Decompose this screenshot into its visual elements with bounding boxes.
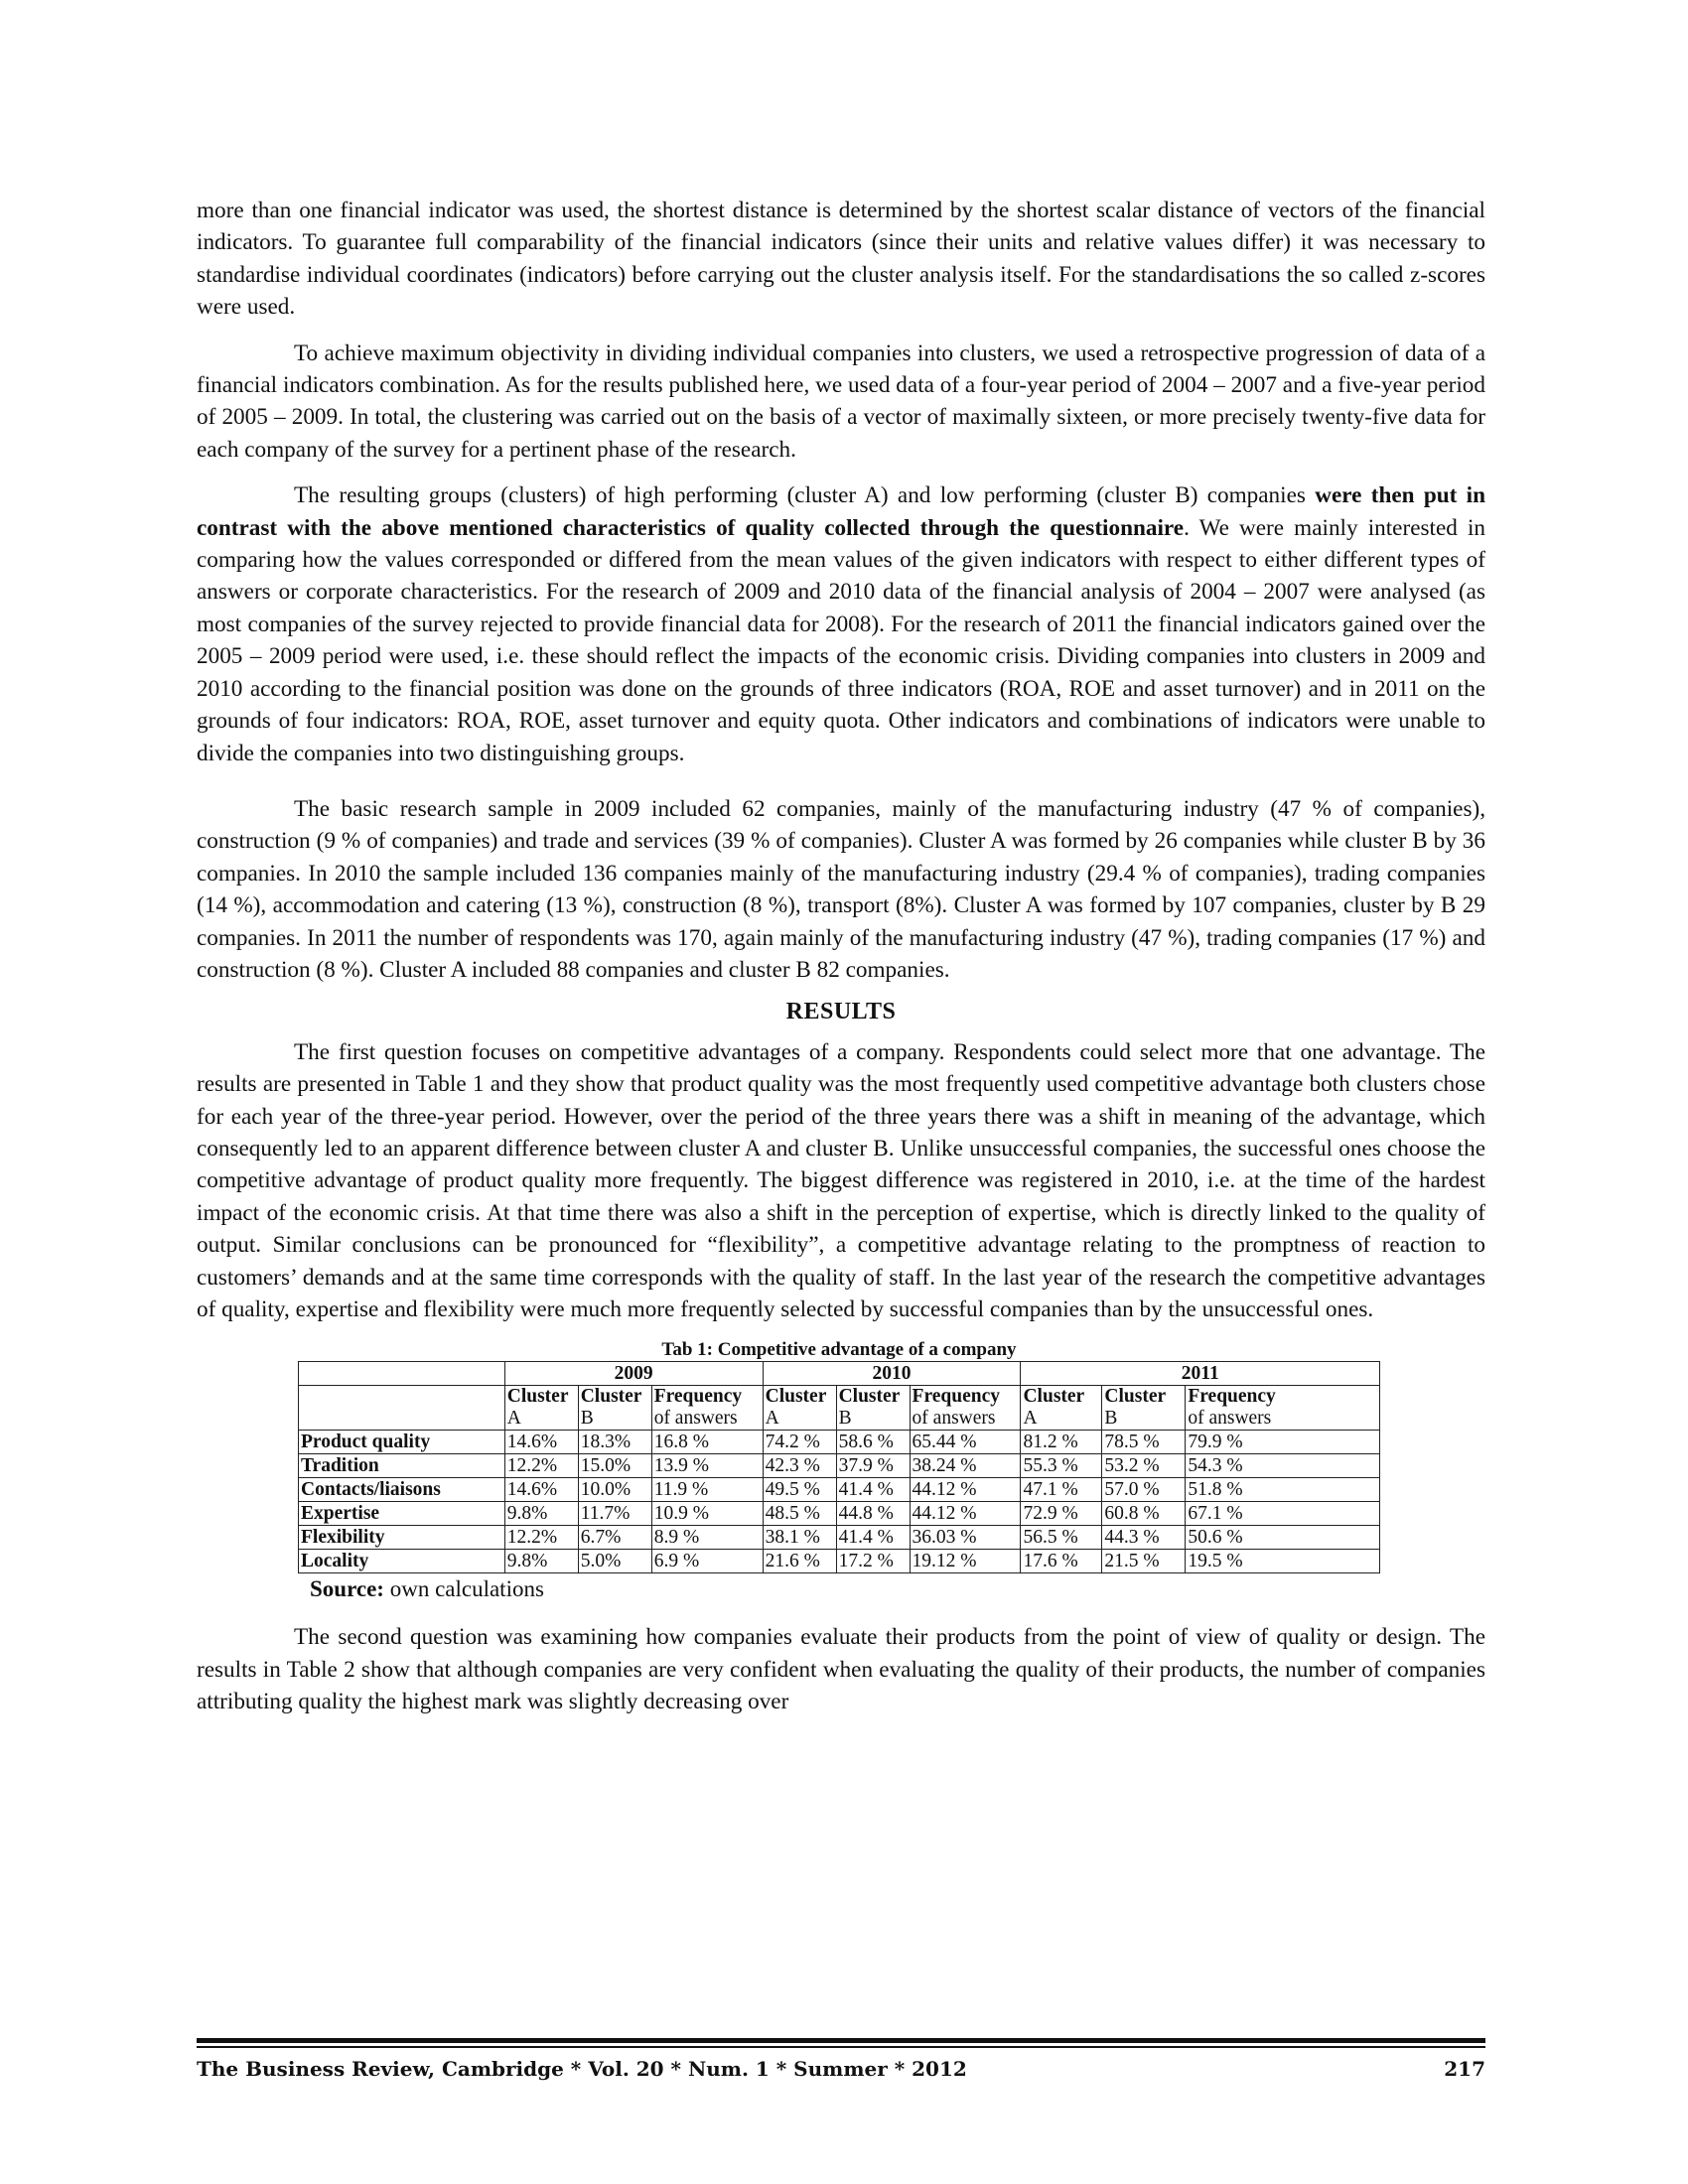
table-cell: 37.9 % [836,1454,910,1478]
table-cell: 41.4 % [836,1526,910,1550]
table-cell: 38.24 % [910,1454,1021,1478]
source-label: Source: [310,1576,384,1602]
table-cell: 17.2 % [836,1550,910,1573]
table-cell: 36.03 % [910,1526,1021,1550]
column-header: Frequency of answers [910,1386,1021,1431]
paragraph-4: The basic research sample in 2009 included 62 companies, mainly of the manufacturing industry (47 % of companies), construction (9 % of companies) and trade and services (39 % of companies). Cluster A was formed by 26 companies while cluster B by 36 companies. In 2010 the sample included 136 companies mainly of the manufacturing industry (29.4 % of companies), trading companies (14 %), accommodation and catering (13 %), construction (8 %), transport (8%). Cluster A was formed by 107 companies, cluster by B 29 companies. In 2011 the number of respondents was 170, again mainly of the manufacturing industry (47 %), trading companies (17 %) and construction (8 %). Cluster A included 88 companies and cluster B 82 companies. [197,795,1485,983]
footer-rule-thin [197,2046,1485,2048]
table-cell: 56.5 % [1021,1526,1102,1550]
table-cell: 19.12 % [910,1550,1021,1573]
table-cell: 21.5 % [1102,1550,1186,1573]
table-cell: 44.12 % [910,1478,1021,1502]
table-cell: 81.2 % [1021,1431,1102,1454]
table-cell: 9.8% [504,1550,578,1573]
table-cell: 58.6 % [836,1431,910,1454]
corner-cell [299,1362,505,1386]
table-caption: Tab 1: Competitive advantage of a company [661,1339,1017,1361]
table-cell: 18.3% [578,1431,651,1454]
row-label: Flexibility [299,1526,505,1550]
table-cell: 14.6% [504,1431,578,1454]
table-1 [298,1339,1380,1603]
table-cell: 65.44 % [910,1431,1021,1454]
table-cell: 11.7% [578,1502,651,1526]
table-cell: 16.8 % [651,1431,763,1454]
column-header: Cluster B [578,1386,651,1431]
year-header-2009: 2009 [504,1362,763,1386]
row-label: Tradition [299,1454,505,1478]
table-cell: 41.4 % [836,1478,910,1502]
column-header: Frequency of answers [651,1386,763,1431]
column-header: Cluster A [763,1386,836,1431]
table-cell: 55.3 % [1021,1454,1102,1478]
table-cell: 78.5 % [1102,1431,1186,1454]
page-number: 217 [1444,2057,1485,2081]
table-cell: 44.3 % [1102,1526,1186,1550]
table-cell: 15.0% [578,1454,651,1478]
paragraph-3 [197,479,1485,769]
column-header: Cluster B [836,1386,910,1431]
table-cell: 60.8 % [1102,1502,1186,1526]
paragraph-3-bold: were then put in contrast with the above mentioned characteristics of quality collected through the questionnaire [197,482,1485,541]
table-row [299,1550,1380,1573]
body-text [197,195,1485,1718]
table-cell: 79.9 % [1186,1431,1380,1454]
table-cell: 49.5 % [763,1478,836,1502]
column-header: Cluster A [504,1386,578,1431]
paragraph-3-part-a: The resulting groups (clusters) of high performing (cluster A) and low performing (cluster B) companies [294,482,1316,509]
table-source [298,1575,1380,1603]
table-cell: 9.8% [504,1502,578,1526]
row-label: Product quality [299,1431,505,1454]
table-cell: 51.8 % [1186,1478,1380,1502]
paragraph-3-part-b: . We were mainly interested in comparing how the values corresponded or differed from the mean values of the given indicators with respect to either different types of answers or corporate characteristics. For the research of 2009 and 2010 data of the financial analysis of 2004 – 2007 were analysed (as most companies of the survey rejected to provide financial data for 2008). For the research of 2011 the financial indicators gained over the 2005 – 2009 period were used, i.e. these should reflect the impacts of the economic crisis. Dividing companies into clusters in 2009 and 2010 according to the financial position was done on the grounds of three indicators (ROA, ROE and asset turnover) and in 2011 on the grounds of four indicators: ROA, ROE, asset turnover and equity quota. Other indicators and combinations of indicators were unable to divide the companies into two distinguishing groups. [197,514,1485,766]
table-cell: 17.6 % [1021,1550,1102,1573]
column-header-row [299,1386,1380,1431]
table-row [299,1454,1380,1478]
paragraph-6: The second question was examining how companies evaluate their products from the point of view of quality or design. The results in Table 2 show that although companies are very confident when evaluating the quality of their products, the number of companies attributing quality the highest mark was slightly decreasing over [197,1624,1485,1715]
table-cell: 57.0 % [1102,1478,1186,1502]
table-cell: 53.2 % [1102,1454,1186,1478]
competitive-advantage-table [298,1361,1380,1573]
table-cell: 44.8 % [836,1502,910,1526]
journal-citation: The Business Review, Cambridge * Vol. 20 * Num. 1 * Summer * 2012 [197,2057,967,2081]
table-cell: 54.3 % [1186,1454,1380,1478]
table-row [299,1478,1380,1502]
column-header: Frequency of answers [1186,1386,1380,1431]
table-cell: 14.6% [504,1478,578,1502]
source-text: own calculations [383,1576,544,1602]
footer-rule-thick [197,2038,1485,2043]
table-cell: 48.5 % [763,1502,836,1526]
table-cell: 19.5 % [1186,1550,1380,1573]
year-header-2011: 2011 [1021,1362,1380,1386]
table-cell: 72.9 % [1021,1502,1102,1526]
row-label: Expertise [299,1502,505,1526]
table-cell: 10.9 % [651,1502,763,1526]
column-header: Cluster B [1102,1386,1186,1431]
table-row [299,1431,1380,1454]
table-row [299,1526,1380,1550]
paragraph-2: To achieve maximum objectivity in dividing individual companies into clusters, we used a retrospective progression of data of a financial indicators combination. As for the results published here, we used data of a four-year period of 2004 – 2007 and a five-year period of 2005 – 2009. In total, the clustering was carried out on the basis of a vector of maximally sixteen, or more precisely twenty-five data for each company of the survey for a pertinent phase of the research. [197,340,1485,463]
column-header: Cluster A [1021,1386,1102,1431]
table-cell: 12.2% [504,1454,578,1478]
paragraph-5: The first question focuses on competitive advantages of a company. Respondents could select more that one advantage. The results are presented in Table 1 and they show that product quality was the most frequently used competitive advantage both clusters chose for each year of the three-year period. However, over the period of the three years there was a shift in meaning of the advantage, which consequently led to an apparent difference between cluster A and cluster B. Unlike unsuccessful companies, the successful ones choose the competitive advantage of product quality more frequently. The biggest difference was registered in 2010, i.e. at the time of the hardest impact of the economic crisis. At that time there was also a shift in the perception of expertise, which is directly linked to the quality of output. Similar conclusions can be pronounced for “flexibility”, a competitive advantage relating to the promptness of reaction to customers’ demands and at the same time corresponds with the quality of staff. In the last year of the research the competitive advantages of quality, expertise and flexibility were much more frequently selected by successful companies than by the unsuccessful ones. [197,1038,1485,1322]
table-cell: 44.12 % [910,1502,1021,1526]
table-row [299,1502,1380,1526]
table-cell: 38.1 % [763,1526,836,1550]
table-cell: 21.6 % [763,1550,836,1573]
table-cell: 6.9 % [651,1550,763,1573]
table-cell: 11.9 % [651,1478,763,1502]
section-heading: RESULTS [785,999,897,1025]
row-label: Locality [299,1550,505,1573]
table-cell: 67.1 % [1186,1502,1380,1526]
year-header-2010: 2010 [763,1362,1021,1386]
table-cell: 42.3 % [763,1454,836,1478]
row-label-header [299,1386,505,1431]
table-cell: 47.1 % [1021,1478,1102,1502]
table-cell: 8.9 % [651,1526,763,1550]
row-label: Contacts/liaisons [299,1478,505,1502]
table-cell: 50.6 % [1186,1526,1380,1550]
table-cell: 6.7% [578,1526,651,1550]
table-cell: 5.0% [578,1550,651,1573]
footer-rule [197,2038,1485,2048]
table-cell: 10.0% [578,1478,651,1502]
table-cell: 74.2 % [763,1431,836,1454]
table-cell: 12.2% [504,1526,578,1550]
paragraph-1: more than one financial indicator was used, the shortest distance is determined by the shortest scalar distance of vectors of the financial indicators. To guarantee full comparability of the financial indicators (since their units and relative values differ) it was necessary to standardise individual coordinates (indicators) before carrying out the cluster analysis itself. For the standardisations the so called z-scores were used. [197,198,1485,321]
table-cell: 13.9 % [651,1454,763,1478]
year-header-row [299,1362,1380,1386]
